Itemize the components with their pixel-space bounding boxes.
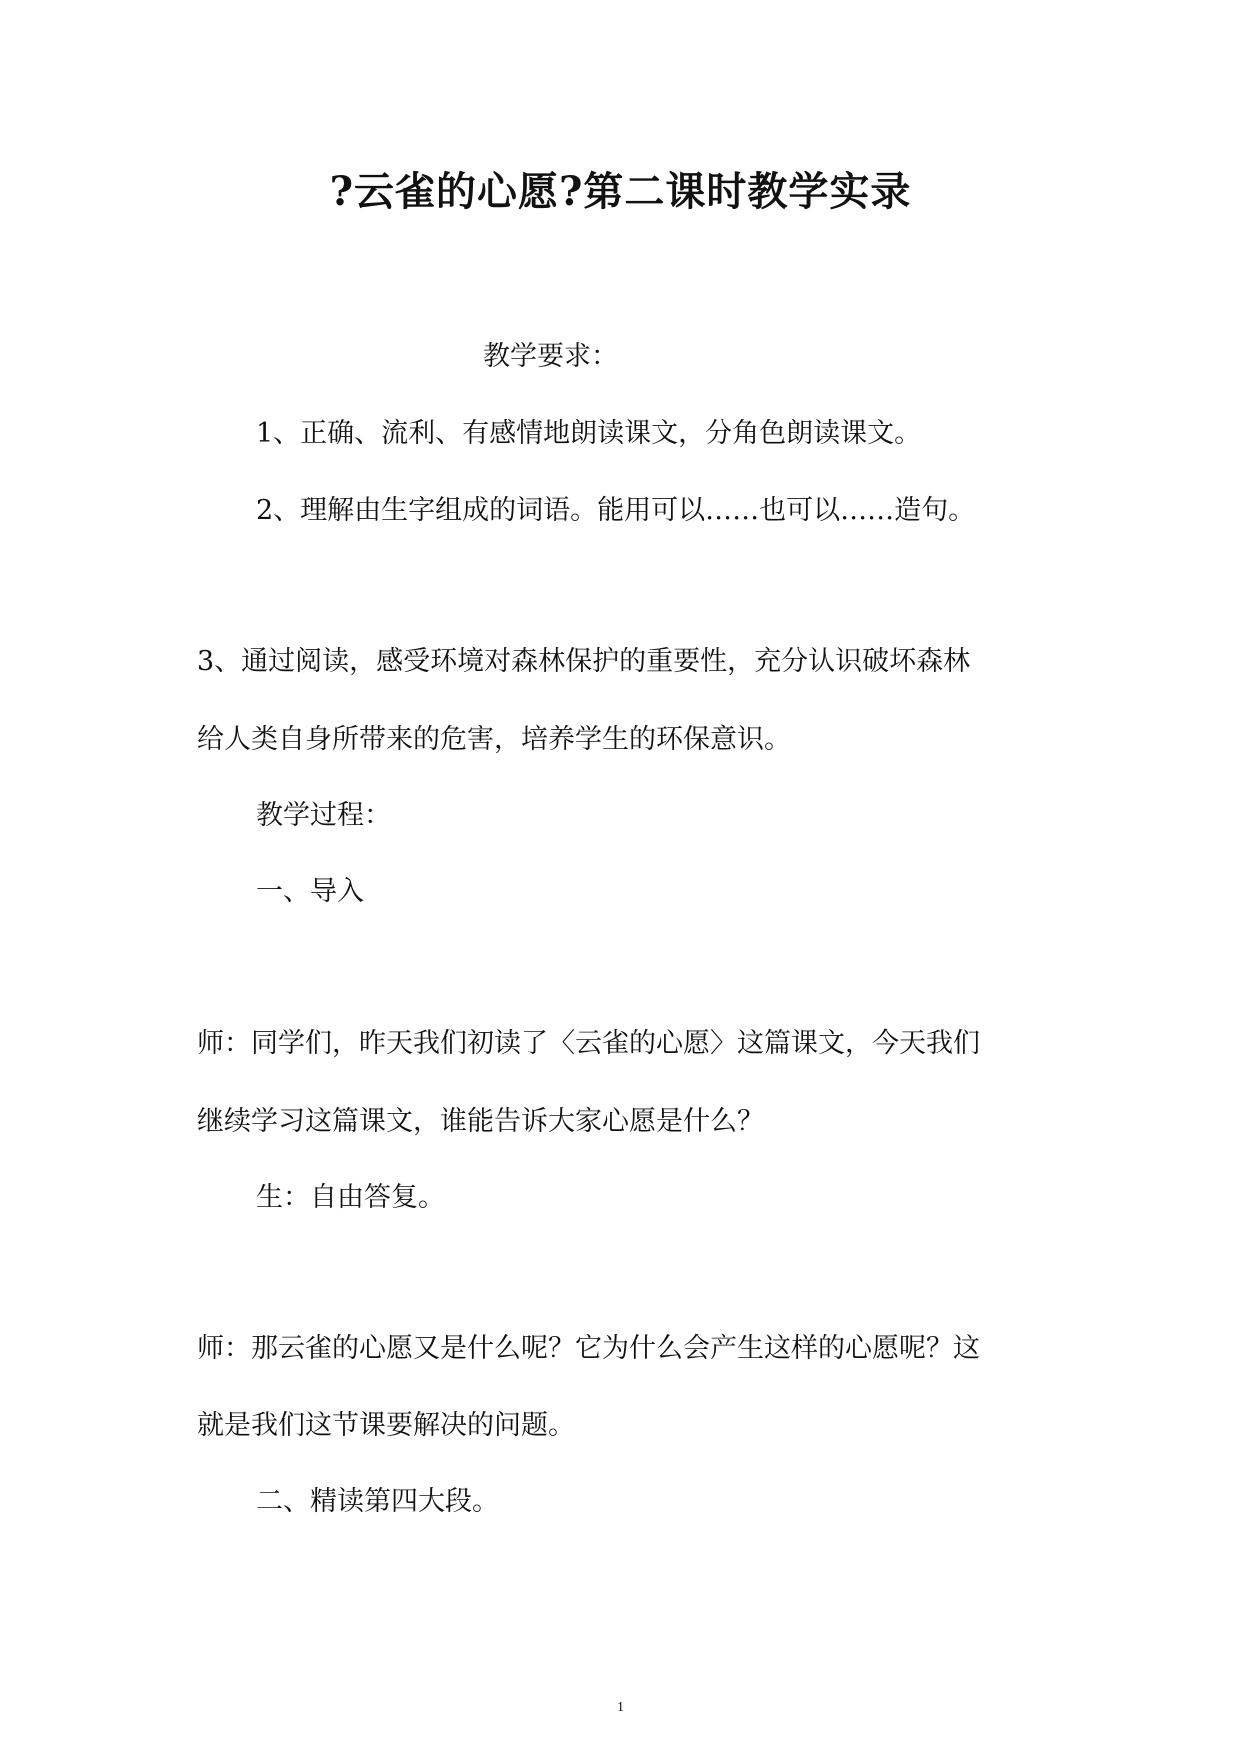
paragraph-line: 生：自由答复。 — [256, 1182, 445, 1213]
page-number: 1 — [617, 1700, 624, 1715]
paragraph-line: 师：那云雀的心愿又是什么呢？它为什么会产生这样的心愿呢？这 — [197, 1333, 980, 1364]
document-title: ?云雀的心愿?第二课时教学实录 — [329, 168, 912, 215]
paragraph-line: 师：同学们，昨天我们初读了〈云雀的心愿〉这篇课文，今天我们 — [197, 1028, 980, 1059]
paragraph-line: 3、通过阅读，感受环境对森林保护的重要性，充分认识破坏森林 — [197, 646, 971, 677]
paragraph-line: 2、理解由生字组成的词语。能用可以……也可以……造句。 — [256, 495, 976, 526]
paragraph-line: 给人类自身所带来的危害，培养学生的环保意识。 — [197, 724, 791, 755]
paragraph-line: 1、正确、流利、有感情地朗读课文，分角色朗读课文。 — [256, 418, 922, 449]
paragraph-line: 就是我们这节课要解决的问题。 — [197, 1410, 575, 1441]
section-heading-requirements: 教学要求： — [483, 341, 618, 372]
paragraph-line: 继续学习这篇课文，谁能告诉大家心愿是什么？ — [197, 1106, 764, 1137]
section-heading-process: 教学过程： — [256, 800, 391, 831]
section-heading-intro: 一、导入 — [256, 876, 364, 907]
section-heading-reading: 二、精读第四大段。 — [256, 1486, 499, 1517]
